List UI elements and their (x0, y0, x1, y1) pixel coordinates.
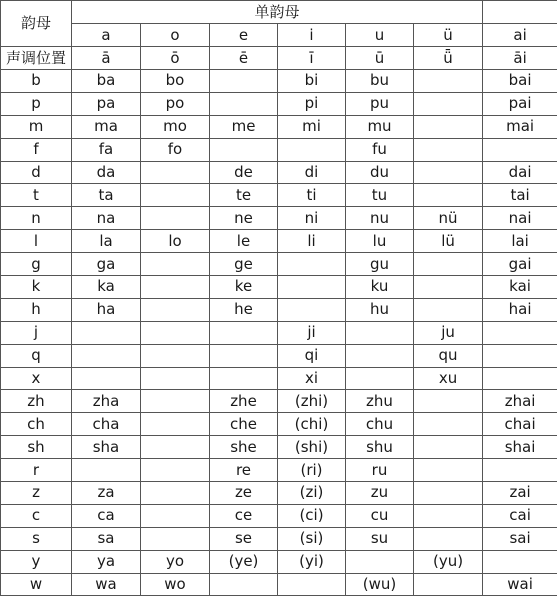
initial-cell: ch (1, 413, 72, 436)
syllable-cell: ma (72, 115, 141, 138)
syllable-cell: (zi) (278, 482, 346, 505)
syllable-cell: cai (483, 504, 557, 527)
vowel-cell: u (346, 24, 414, 47)
syllable-row (1, 504, 557, 527)
syllable-cell (141, 504, 210, 527)
syllable-cell: shu (346, 436, 414, 459)
syllable-cell: mo (141, 115, 210, 138)
syllable-cell: zhe (210, 390, 278, 413)
syllable-cell: se (210, 527, 278, 550)
syllable-cell: du (346, 161, 414, 184)
initial-cell: zh (1, 390, 72, 413)
vowel-cell: a (72, 24, 141, 47)
syllable-row (1, 321, 557, 344)
syllable-cell: re (210, 459, 278, 482)
syllable-cell: bu (346, 70, 414, 93)
syllable-cell (210, 573, 278, 596)
syllable-row (1, 115, 557, 138)
syllable-row (1, 550, 557, 573)
syllable-cell (141, 482, 210, 505)
syllable-cell: po (141, 92, 210, 115)
syllable-cell: me (210, 115, 278, 138)
syllable-cell (141, 344, 210, 367)
syllable-cell: gu (346, 253, 414, 276)
syllable-cell: ni (278, 207, 346, 230)
syllable-cell: lü (414, 230, 483, 253)
syllable-cell: (shi) (278, 436, 346, 459)
header-row (1, 1, 557, 24)
syllable-cell: ze (210, 482, 278, 505)
initial-cell: g (1, 253, 72, 276)
syllable-cell: ju (414, 321, 483, 344)
syllable-cell (141, 527, 210, 550)
syllable-cell: te (210, 184, 278, 207)
syllable-cell (346, 550, 414, 573)
syllable-cell: ke (210, 276, 278, 299)
syllable-row (1, 344, 557, 367)
syllable-cell (141, 276, 210, 299)
syllable-cell (141, 436, 210, 459)
syllable-row (1, 573, 557, 596)
syllable-cell (210, 92, 278, 115)
initial-cell: m (1, 115, 72, 138)
syllable-cell (141, 253, 210, 276)
syllable-cell: chai (483, 413, 557, 436)
vowel-cell: e (210, 24, 278, 47)
syllable-cell (414, 413, 483, 436)
initial-cell: s (1, 527, 72, 550)
syllable-cell: shai (483, 436, 557, 459)
syllable-row (1, 413, 557, 436)
syllable-cell: zai (483, 482, 557, 505)
syllable-row (1, 298, 557, 321)
syllable-cell: qi (278, 344, 346, 367)
syllable-row (1, 161, 557, 184)
syllable-cell: lai (483, 230, 557, 253)
syllable-cell (210, 367, 278, 390)
syllable-cell: zu (346, 482, 414, 505)
syllable-cell: le (210, 230, 278, 253)
syllable-cell: ku (346, 276, 414, 299)
syllable-cell: xi (278, 367, 346, 390)
syllable-cell: bi (278, 70, 346, 93)
syllable-cell: hu (346, 298, 414, 321)
initial-cell: j (1, 321, 72, 344)
syllable-cell: gai (483, 253, 557, 276)
syllable-cell: (ye) (210, 550, 278, 573)
syllable-cell: zhu (346, 390, 414, 413)
syllable-cell (414, 184, 483, 207)
syllable-cell: nai (483, 207, 557, 230)
syllable-cell: ge (210, 253, 278, 276)
syllable-row (1, 527, 557, 550)
syllable-cell (414, 573, 483, 596)
tone-mark-cell: ā (72, 47, 141, 70)
syllable-cell: chu (346, 413, 414, 436)
syllable-cell: wo (141, 573, 210, 596)
syllable-cell: zha (72, 390, 141, 413)
syllable-cell (72, 321, 141, 344)
initial-cell: y (1, 550, 72, 573)
syllable-cell: kai (483, 276, 557, 299)
syllable-cell (141, 161, 210, 184)
syllable-cell: ka (72, 276, 141, 299)
syllable-cell: mu (346, 115, 414, 138)
syllable-cell: di (278, 161, 346, 184)
initial-cell: sh (1, 436, 72, 459)
syllable-cell: pi (278, 92, 346, 115)
syllable-row (1, 276, 557, 299)
syllable-cell (141, 367, 210, 390)
syllable-cell: tai (483, 184, 557, 207)
syllable-cell: (ri) (278, 459, 346, 482)
syllable-cell: fa (72, 138, 141, 161)
syllable-row (1, 70, 557, 93)
tone-mark-cell: ō (141, 47, 210, 70)
syllable-cell: lo (141, 230, 210, 253)
syllable-cell: dai (483, 161, 557, 184)
syllable-cell (210, 344, 278, 367)
syllable-row (1, 367, 557, 390)
syllable-row (1, 436, 557, 459)
syllable-cell: wa (72, 573, 141, 596)
syllable-cell: (yu) (414, 550, 483, 573)
syllable-cell (414, 276, 483, 299)
initial-cell: l (1, 230, 72, 253)
syllable-cell: fo (141, 138, 210, 161)
syllable-cell (414, 161, 483, 184)
syllable-cell (141, 459, 210, 482)
syllable-cell: ne (210, 207, 278, 230)
syllable-cell: pai (483, 92, 557, 115)
syllable-cell: ce (210, 504, 278, 527)
syllable-cell: li (278, 230, 346, 253)
syllable-cell: ya (72, 550, 141, 573)
syllable-cell (414, 527, 483, 550)
initial-cell: w (1, 573, 72, 596)
syllable-cell (72, 344, 141, 367)
vowel-cell: ü (414, 24, 483, 47)
syllable-cell: cu (346, 504, 414, 527)
syllable-cell (483, 550, 557, 573)
syllable-cell: ta (72, 184, 141, 207)
tone-row (1, 47, 557, 70)
syllable-cell: hai (483, 298, 557, 321)
syllable-row (1, 184, 557, 207)
syllable-cell (278, 138, 346, 161)
initial-cell: t (1, 184, 72, 207)
syllable-cell (414, 138, 483, 161)
initial-cell: b (1, 70, 72, 93)
syllable-cell: na (72, 207, 141, 230)
syllable-cell (210, 321, 278, 344)
syllable-cell: cha (72, 413, 141, 436)
syllable-cell: she (210, 436, 278, 459)
syllable-cell (346, 321, 414, 344)
syllable-cell (483, 138, 557, 161)
syllable-cell (141, 321, 210, 344)
syllable-cell: yo (141, 550, 210, 573)
syllable-cell: wai (483, 573, 557, 596)
syllable-cell (414, 115, 483, 138)
syllable-cell (346, 344, 414, 367)
syllable-cell (278, 573, 346, 596)
vowel-cell: o (141, 24, 210, 47)
initial-cell: d (1, 161, 72, 184)
syllable-cell (414, 253, 483, 276)
syllable-cell: he (210, 298, 278, 321)
syllable-cell (278, 253, 346, 276)
syllable-cell (141, 207, 210, 230)
syllable-cell: ga (72, 253, 141, 276)
syllable-cell (278, 276, 346, 299)
syllable-row (1, 92, 557, 115)
syllable-cell (72, 459, 141, 482)
syllable-cell: sai (483, 527, 557, 550)
syllable-cell (278, 298, 346, 321)
syllable-cell: mai (483, 115, 557, 138)
syllable-cell (414, 70, 483, 93)
syllable-cell (414, 92, 483, 115)
syllable-cell (483, 344, 557, 367)
syllable-cell (210, 138, 278, 161)
syllable-cell (210, 70, 278, 93)
syllable-cell: che (210, 413, 278, 436)
syllable-cell: sha (72, 436, 141, 459)
syllable-cell: bo (141, 70, 210, 93)
syllable-cell (141, 298, 210, 321)
initial-cell: q (1, 344, 72, 367)
syllable-row (1, 253, 557, 276)
tone-mark-cell: ī (278, 47, 346, 70)
syllable-row (1, 459, 557, 482)
tone-mark-cell: ē (210, 47, 278, 70)
syllable-cell: da (72, 161, 141, 184)
syllable-cell: tu (346, 184, 414, 207)
syllable-cell: su (346, 527, 414, 550)
syllable-cell: fu (346, 138, 414, 161)
initial-cell: n (1, 207, 72, 230)
syllable-cell: ti (278, 184, 346, 207)
syllable-cell: sa (72, 527, 141, 550)
initial-cell: r (1, 459, 72, 482)
syllable-cell (414, 504, 483, 527)
syllable-cell (72, 367, 141, 390)
syllable-cell (141, 184, 210, 207)
syllable-cell: (ci) (278, 504, 346, 527)
syllable-row (1, 390, 557, 413)
tone-row-label: 声调位置 (1, 47, 72, 70)
syllable-cell: (zhi) (278, 390, 346, 413)
syllable-cell: la (72, 230, 141, 253)
syllable-cell: zhai (483, 390, 557, 413)
syllable-cell: xu (414, 367, 483, 390)
initial-cell: h (1, 298, 72, 321)
syllable-cell (346, 367, 414, 390)
syllable-cell: bai (483, 70, 557, 93)
syllable-cell: ha (72, 298, 141, 321)
initial-cell: p (1, 92, 72, 115)
syllable-row (1, 230, 557, 253)
initial-cell: x (1, 367, 72, 390)
syllable-cell: nu (346, 207, 414, 230)
syllable-cell: za (72, 482, 141, 505)
syllable-cell: de (210, 161, 278, 184)
syllable-cell (414, 298, 483, 321)
syllable-cell (483, 321, 557, 344)
tone-mark-cell: ǖ (414, 47, 483, 70)
syllable-cell: ru (346, 459, 414, 482)
corner-label: 韵母 (1, 1, 72, 47)
syllable-cell: (wu) (346, 573, 414, 596)
vowel-cell: i (278, 24, 346, 47)
syllable-cell: ji (278, 321, 346, 344)
initial-cell: k (1, 276, 72, 299)
syllable-cell: pu (346, 92, 414, 115)
vowel-cell: ai (483, 24, 557, 47)
syllable-cell: qu (414, 344, 483, 367)
syllable-row (1, 482, 557, 505)
initial-cell: c (1, 504, 72, 527)
header-empty-cell (483, 1, 557, 24)
tone-mark-cell: āi (483, 47, 557, 70)
syllable-cell: ba (72, 70, 141, 93)
syllable-cell (483, 367, 557, 390)
vowel-row (1, 24, 557, 47)
syllable-cell: (chi) (278, 413, 346, 436)
syllable-cell (414, 459, 483, 482)
initial-cell: f (1, 138, 72, 161)
group-label: 单韵母 (72, 1, 483, 24)
syllable-cell: nü (414, 207, 483, 230)
syllable-cell: mi (278, 115, 346, 138)
syllable-cell (141, 413, 210, 436)
initial-cell: z (1, 482, 72, 505)
syllable-cell: (yi) (278, 550, 346, 573)
syllable-cell (483, 459, 557, 482)
syllable-cell (414, 390, 483, 413)
syllable-cell (141, 390, 210, 413)
tone-mark-cell: ū (346, 47, 414, 70)
syllable-row (1, 207, 557, 230)
syllable-cell: (si) (278, 527, 346, 550)
syllable-cell (414, 482, 483, 505)
syllable-cell: pa (72, 92, 141, 115)
syllable-cell (414, 436, 483, 459)
syllable-cell: ca (72, 504, 141, 527)
syllable-row (1, 138, 557, 161)
syllable-cell: lu (346, 230, 414, 253)
